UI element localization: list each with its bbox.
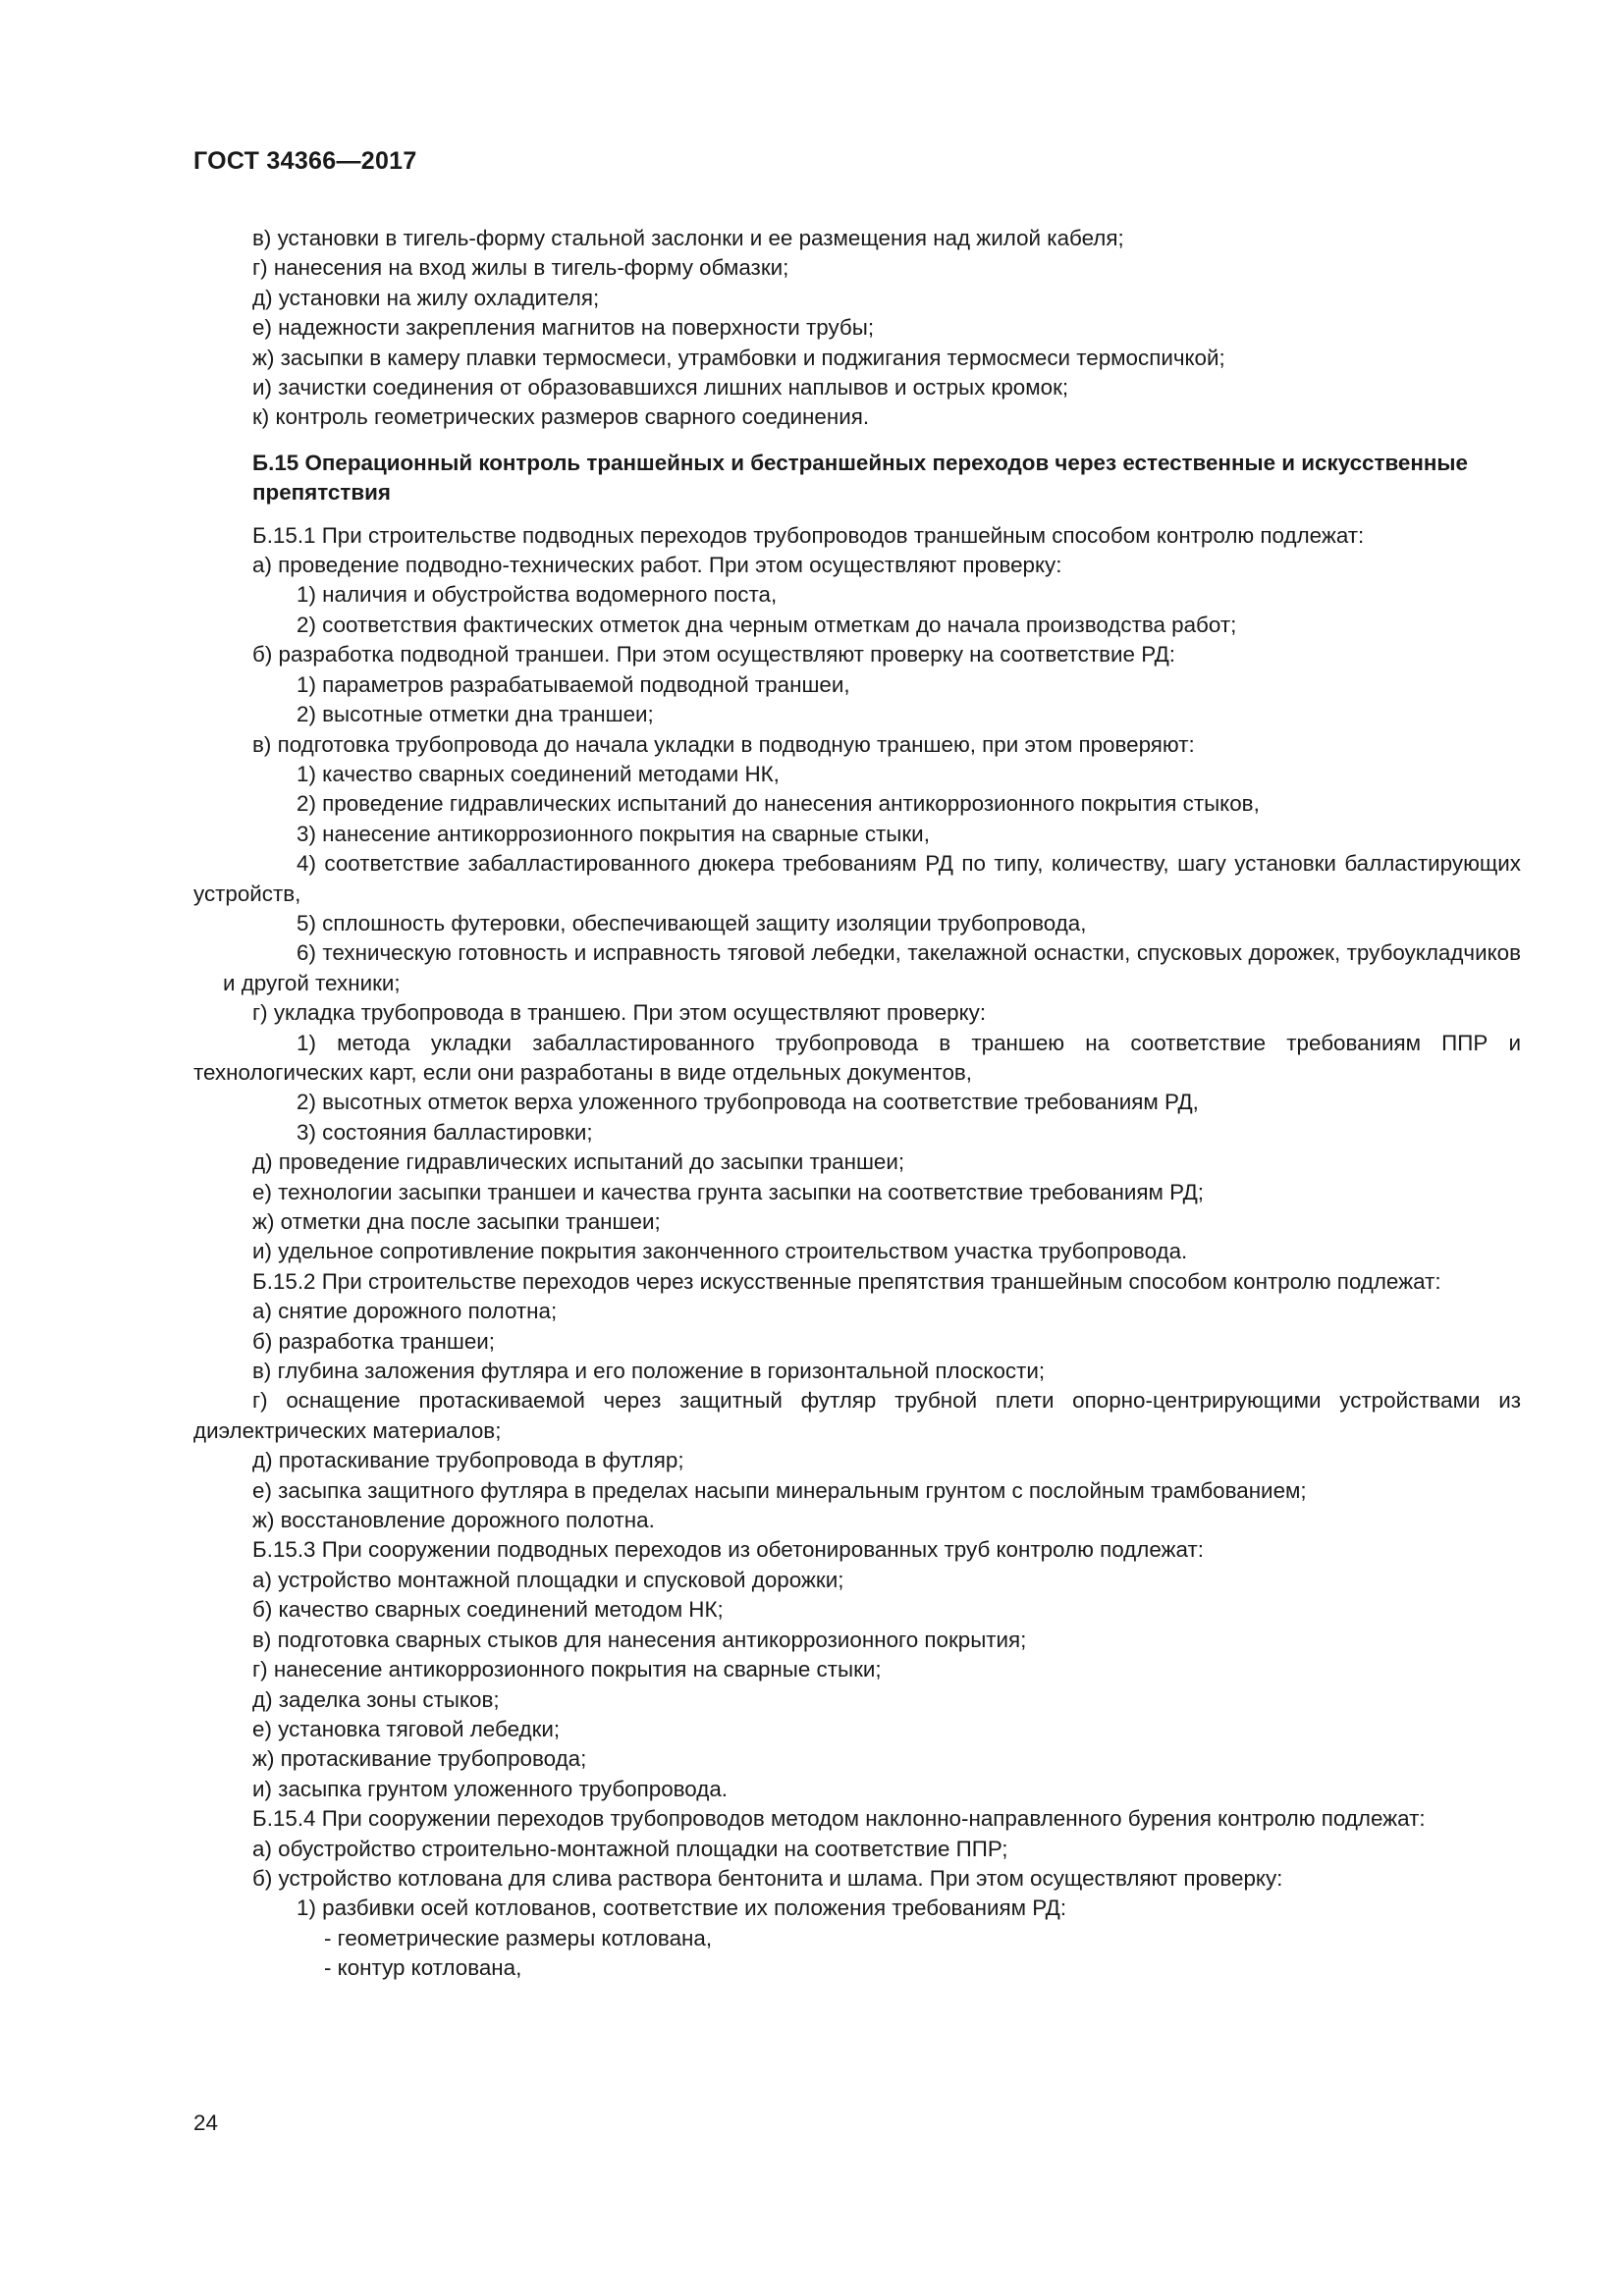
sub-list-item: 2) высотных отметок верха уложенного трубопровода на соответствие требованиям РД, bbox=[297, 1090, 1199, 1115]
list-item: ж) засыпки в камеру плавки термосмеси, утрамбовки и поджигания термосмеси термоспичкой; bbox=[252, 345, 1225, 370]
list-item: е) технологии засыпки траншеи и качества грунта засыпки на соответствие требованиям РД; bbox=[252, 1179, 1204, 1204]
dash-item: - контур котлована, bbox=[324, 1955, 522, 1981]
list-item: в) подготовка сварных стыков для нанесения антикоррозионного покрытия; bbox=[252, 1627, 1027, 1652]
list-item: и) удельное сопротивление покрытия законченного строительством участка трубопровода. bbox=[252, 1239, 1188, 1264]
sub-list-item: 6) техническую готовность и исправность тяговой лебедки, такелажной оснастки, спусковых дорожек, трубоукладчиков и другой техники; bbox=[223, 940, 1521, 995]
sub-list-item: 1) наличия и обустройства водомерного поста, bbox=[297, 582, 778, 608]
sub-list-item: 1) параметров разрабатываемой подводной траншеи, bbox=[297, 671, 850, 697]
section-heading: Б.15 Операционный контроль траншейных и бестраншейных переходов через естественные и искусственные препятствия bbox=[252, 450, 1468, 506]
list-item: в) установки в тигель-форму стальной заслонки и ее размещения над жилой кабеля; bbox=[252, 226, 1124, 250]
list-item: д) протаскивание трубопровода в футляр; bbox=[252, 1448, 684, 1473]
clause-b15-3-intro: Б.15.3 При сооружении подводных переходов из обетонированных труб контролю подлежат: bbox=[252, 1537, 1204, 1563]
sub-list-item: 3) нанесение антикоррозионного покрытия на сварные стыки, bbox=[297, 821, 930, 846]
sub-list-item: 4) соответствие забалластированного дюкера требованиям РД по типу, количеству, шагу установки балластирующих устройств, bbox=[193, 851, 1521, 906]
list-item: к) контроль геометрических размеров сварного соединения. bbox=[252, 404, 870, 430]
document-header: ГОСТ 34366—2017 bbox=[193, 147, 417, 175]
sub-list-item: 3) состояния балластировки; bbox=[297, 1119, 593, 1145]
list-item: б) устройство котлована для слива раствора бентонита и шлама. При этом осуществляют проверку: bbox=[252, 1865, 1283, 1891]
list-item: а) обустройство строительно-монтажной площадки на соответствие ППР; bbox=[252, 1836, 1008, 1861]
list-item: д) заделка зоны стыков; bbox=[252, 1686, 500, 1712]
list-item: ж) восстановление дорожного полотна. bbox=[252, 1508, 655, 1533]
list-item: в) глубина заложения футляра и его положение в горизонтальной плоскости; bbox=[252, 1359, 1046, 1384]
list-item: ж) протаскивание трубопровода; bbox=[252, 1746, 587, 1772]
list-item: д) установки на жилу охладителя; bbox=[252, 285, 600, 310]
list-item: г) оснащение протаскиваемой через защитный футляр трубной плети опорно-центрирующими устройствами из диэлектрических материалов; bbox=[193, 1388, 1521, 1443]
dash-item: - геометрические размеры котлована, bbox=[324, 1925, 713, 1950]
list-item: и) зачистки соединения от образовавшихся лишних наплывов и острых кромок; bbox=[252, 375, 1069, 400]
list-item: и) засыпка грунтом уложенного трубопровода. bbox=[252, 1776, 729, 1801]
page-number: 24 bbox=[193, 2110, 218, 2135]
list-item: б) разработка траншеи; bbox=[252, 1328, 495, 1354]
list-item: е) надежности закрепления магнитов на поверхности трубы; bbox=[252, 315, 875, 341]
sub-list-item: 2) соответствия фактических отметок дна черным отметкам до начала производства работ; bbox=[297, 612, 1237, 637]
list-item: г) нанесение антикоррозионного покрытия на сварные стыки; bbox=[252, 1657, 882, 1682]
sub-list-item: 1) качество сварных соединений методами НК, bbox=[297, 761, 780, 786]
list-item: а) проведение подводно-технических работ. При этом осуществляют проверку: bbox=[252, 553, 1062, 578]
list-item: е) засыпка защитного футляра в пределах насыпи минеральным грунтом с послойным трамбованием; bbox=[252, 1477, 1307, 1503]
list-item: ж) отметки дна после засыпки траншеи; bbox=[252, 1209, 661, 1234]
clause-b15-1-intro: Б.15.1 При строительстве подводных переходов трубопроводов траншейным способом контролю подлежат: bbox=[252, 522, 1365, 548]
sub-list-item: 5) сплошность футеровки, обеспечивающей защиту изоляции трубопровода, bbox=[297, 910, 1087, 935]
list-item: а) снятие дорожного полотна; bbox=[252, 1299, 558, 1324]
sub-list-item: 2) высотные отметки дна траншеи; bbox=[297, 702, 654, 727]
list-item: д) проведение гидравлических испытаний до засыпки траншеи; bbox=[252, 1149, 905, 1175]
list-item: б) разработка подводной траншеи. При этом осуществляют проверку на соответствие РД: bbox=[252, 642, 1176, 667]
list-item: е) установка тяговой лебедки; bbox=[252, 1716, 561, 1741]
list-item: г) укладка трубопровода в траншею. При этом осуществляют проверку: bbox=[252, 1000, 987, 1026]
sub-list-item: 2) проведение гидравлических испытаний до нанесения антикоррозионного покрытия стыков, bbox=[297, 791, 1260, 817]
clause-b15-4-intro: Б.15.4 При сооружении переходов трубопроводов методом наклонно-направленного бурения контролю подлежат: bbox=[252, 1806, 1426, 1832]
sub-list-item: 1) разбивки осей котлованов, соответствие их положения требованиям РД: bbox=[297, 1896, 1067, 1921]
list-item: в) подготовка трубопровода до начала укладки в подводную траншею, при этом проверяют: bbox=[252, 731, 1195, 757]
list-item: б) качество сварных соединений методом НК; bbox=[252, 1597, 724, 1623]
list-item: г) нанесения на вход жилы в тигель-форму обмазки; bbox=[252, 255, 789, 281]
sub-list-item: 1) метода укладки забалластированного трубопровода в траншею на соответствие требованиям ППР и технологических карт, если они разработаны в виде отдельных документов, bbox=[193, 1030, 1521, 1085]
list-item: а) устройство монтажной площадки и спусковой дорожки; bbox=[252, 1567, 844, 1592]
document-body bbox=[193, 224, 1521, 1984]
clause-b15-2-intro: Б.15.2 При строительстве переходов через искусственные препятствия траншейным способом контролю подлежат: bbox=[252, 1268, 1441, 1294]
